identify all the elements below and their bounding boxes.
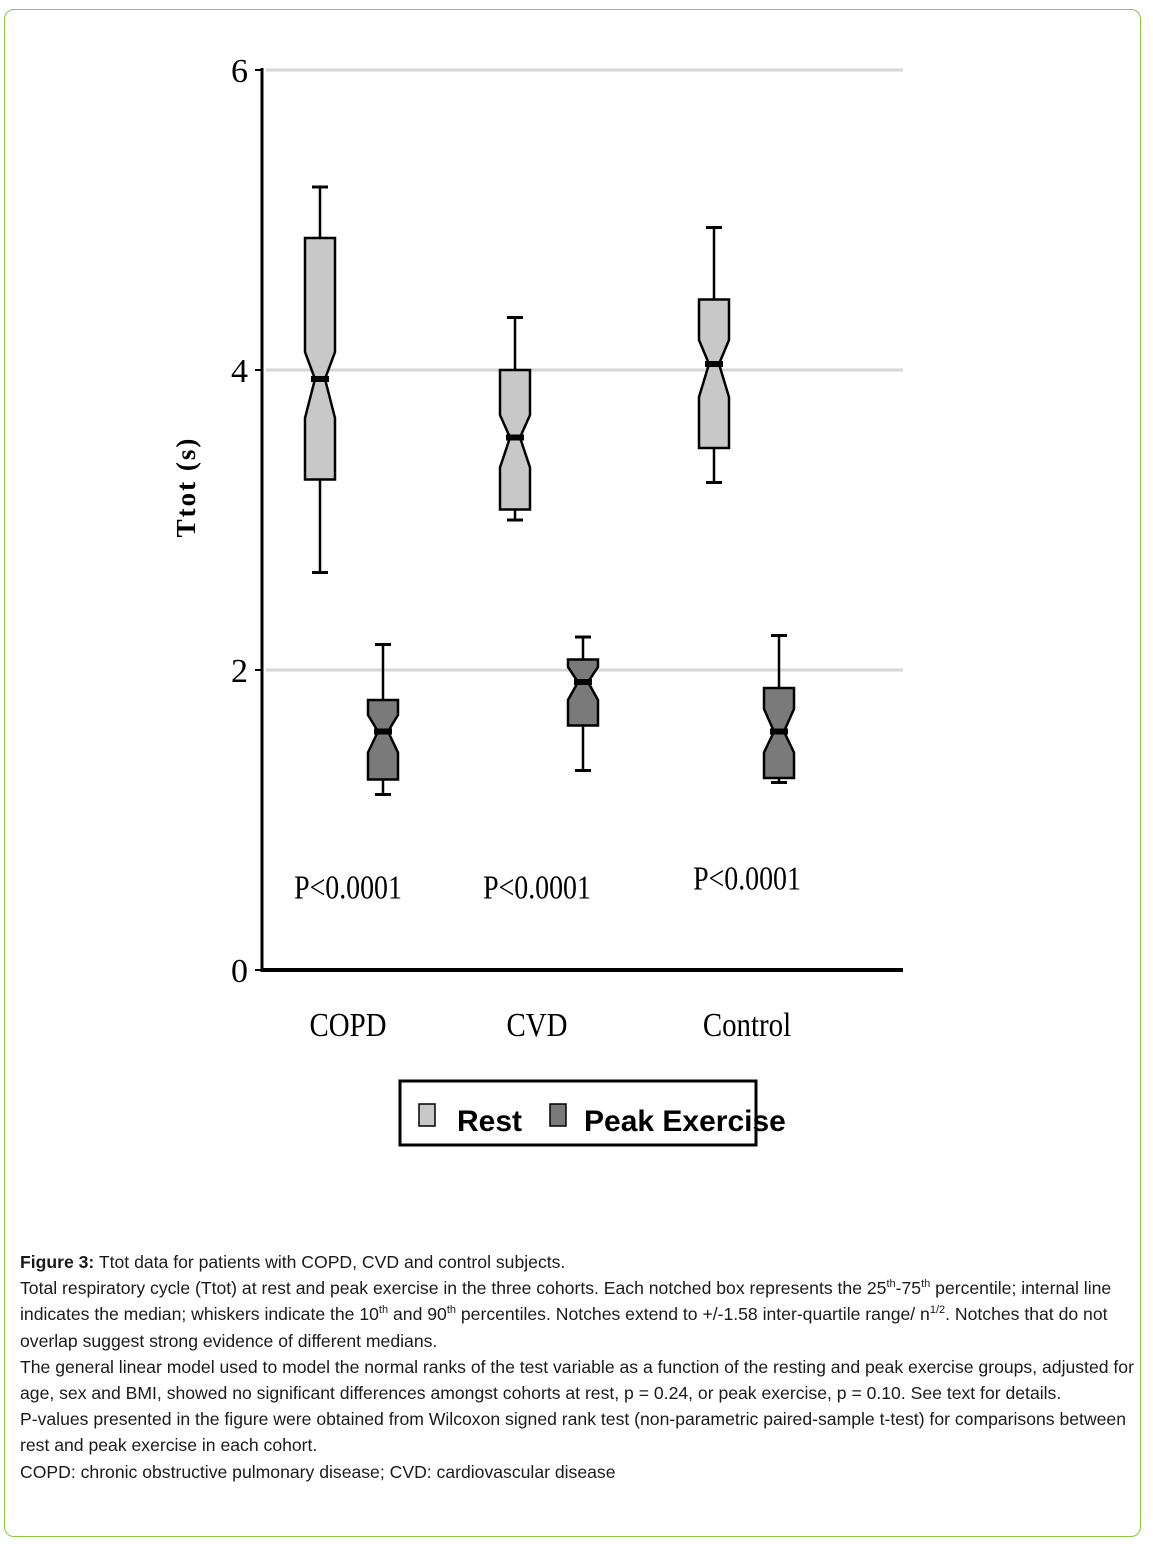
notched-box	[568, 660, 598, 726]
boxes	[305, 187, 794, 795]
caption-abbreviations: COPD: chronic obstructive pulmonary disease; CVD: cardiovascular disease	[20, 1461, 616, 1482]
notched-box	[368, 700, 398, 780]
caption-title: Figure 3: Ttot data for patients with COPD, CVD and control subjects.	[20, 1252, 566, 1272]
caption-model-note: The general linear model used to model the normal ranks of the test variable as a function of the resting and peak exercise groups, adjusted for age, sex and BMI, showed no significant differences amongst cohorts at rest, p = 0.24, or peak exercise, p = 0.10. See text for details.	[20, 1356, 1134, 1404]
caption-description: Total respiratory cycle (Ttot) at rest and peak exercise in the three cohorts. Each notched box represents the 25th-75th percentile; internal line indicates the median; whiskers indicate the 10th and 90th percentiles. Notches extend to +/-1.58 inter-quartile range/ $n^{1/2}$. Notches that do not overlap suggest strong evidence of different medians.	[20, 1278, 1112, 1351]
legend-swatch-rest	[419, 1104, 435, 1126]
x-tick-label: COPD	[309, 1005, 387, 1044]
x-tick-labels	[309, 1006, 791, 1044]
box-copd-rest	[305, 187, 335, 573]
y-tick-label: 2	[231, 653, 248, 690]
y-axis-label: Ttot (s)	[171, 436, 201, 538]
p-value-label: P<0.0001	[693, 858, 801, 898]
box-control-peak-exercise	[764, 636, 794, 783]
box-cvd-peak-exercise	[568, 637, 598, 771]
caption-pvalue-note: P-values presented in the figure were obtained from Wilcoxon signed rank test (non-parametric paired-sample t-test) for comparisons between rest and peak exercise in each cohort.	[20, 1409, 1127, 1456]
y-tick-label: 4	[231, 353, 248, 390]
legend	[400, 1081, 786, 1145]
notched-box	[305, 238, 335, 480]
y-tick-label: 6	[231, 53, 248, 90]
figure-caption	[20, 1249, 1135, 1485]
p-value-label: P<0.0001	[294, 867, 402, 907]
axes	[262, 68, 903, 972]
p-value-label: P<0.0001	[483, 867, 591, 907]
y-ticks	[231, 53, 262, 990]
p-value-annotations	[294, 859, 801, 906]
gridlines	[266, 70, 903, 670]
y-tick-label: 0	[231, 953, 248, 990]
legend-label-peak-exercise: Peak Exercise	[584, 1105, 786, 1138]
box-copd-peak-exercise	[368, 645, 398, 795]
box-control-rest	[699, 228, 729, 483]
x-tick-label: Control	[702, 1005, 792, 1044]
legend-label-rest: Rest	[457, 1105, 523, 1138]
notched-box	[699, 300, 729, 449]
box-cvd-rest	[500, 318, 530, 521]
legend-swatch-peak-exercise	[550, 1104, 566, 1126]
x-tick-label: CVD	[506, 1005, 568, 1044]
